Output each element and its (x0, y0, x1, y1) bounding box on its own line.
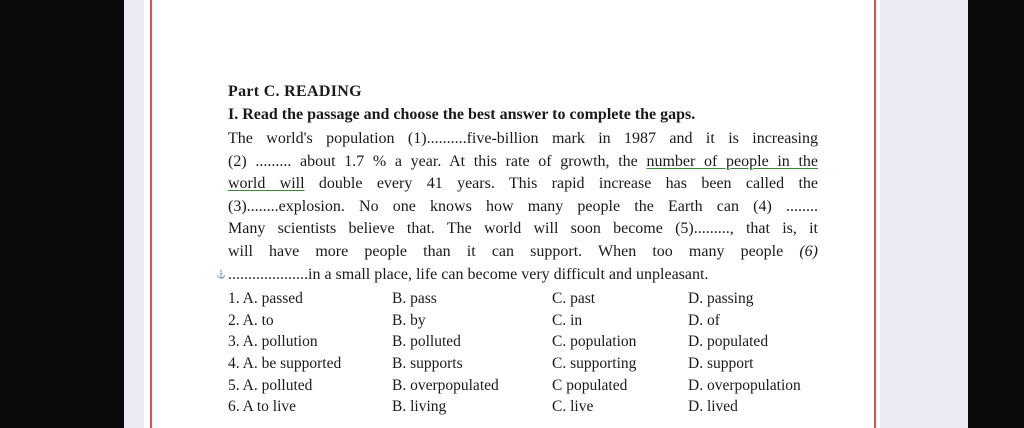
option-d: D. of (688, 311, 720, 329)
right-margin-line (874, 0, 876, 428)
option-b: B. polluted (392, 333, 461, 351)
passage-line-6: will have more people than it can support. When too many people (6) (228, 242, 818, 260)
option-c: C. past (552, 290, 596, 307)
option-b: B. living (392, 398, 447, 416)
right-page-strip (880, 0, 968, 428)
option-a: 4. A. be supported (228, 355, 342, 373)
passage-line-1: The world's population (1)..........five-billion mark in 1987 and it is increasing (228, 130, 818, 147)
reading-passage (216, 128, 819, 286)
option-d: D. overpopulation (688, 376, 801, 394)
option-c: C. in (552, 311, 583, 329)
option-a: 5. A. polluted (228, 376, 313, 394)
option-c: C. supporting (552, 355, 637, 373)
option-c: C. live (552, 398, 594, 416)
option-d: D. lived (688, 398, 738, 416)
option-a: 1. A. passed (228, 290, 303, 307)
option-d: D. populated (688, 333, 769, 351)
option-b: B. by (392, 311, 426, 329)
passage-line-2: (2) ......... about 1.7 % a year. At this rate of growth, the number of people in the (228, 152, 819, 170)
option-c: C populated (552, 376, 628, 394)
option-a: 6. A to live (228, 398, 297, 416)
left-black-band (0, 0, 124, 428)
passage-line-3: world will double every 41 years. This rapid increase has been called the (228, 175, 819, 193)
option-c: C. population (552, 333, 637, 351)
instruction-heading: I. Read the passage and choose the best answer to complete the gaps. (228, 106, 696, 123)
passage-line-4: (3)........explosion. No one knows how many people the Earth can (4) ........ (228, 197, 818, 215)
passage-line-5: Many scientists believe that. The world will soon become (5)........., that is, it (228, 220, 818, 238)
anchor-icon: ⚓ (216, 269, 226, 279)
option-d: D. support (688, 355, 754, 373)
part-title: Part C. READING (228, 83, 362, 100)
passage-line-7: ⚓ ....................in a small place, life can become very difficult and unpleasant. (228, 264, 818, 287)
left-margin-line (150, 0, 152, 428)
left-page-strip (124, 0, 144, 428)
option-b: B. overpopulated (392, 376, 499, 394)
option-a: 2. A. to (228, 311, 274, 329)
right-black-band (968, 0, 1024, 428)
option-a: 3. A. pollution (228, 333, 318, 351)
option-b: B. supports (392, 355, 463, 373)
option-b: B. pass (392, 290, 437, 307)
option-d: D. passing (688, 290, 754, 307)
